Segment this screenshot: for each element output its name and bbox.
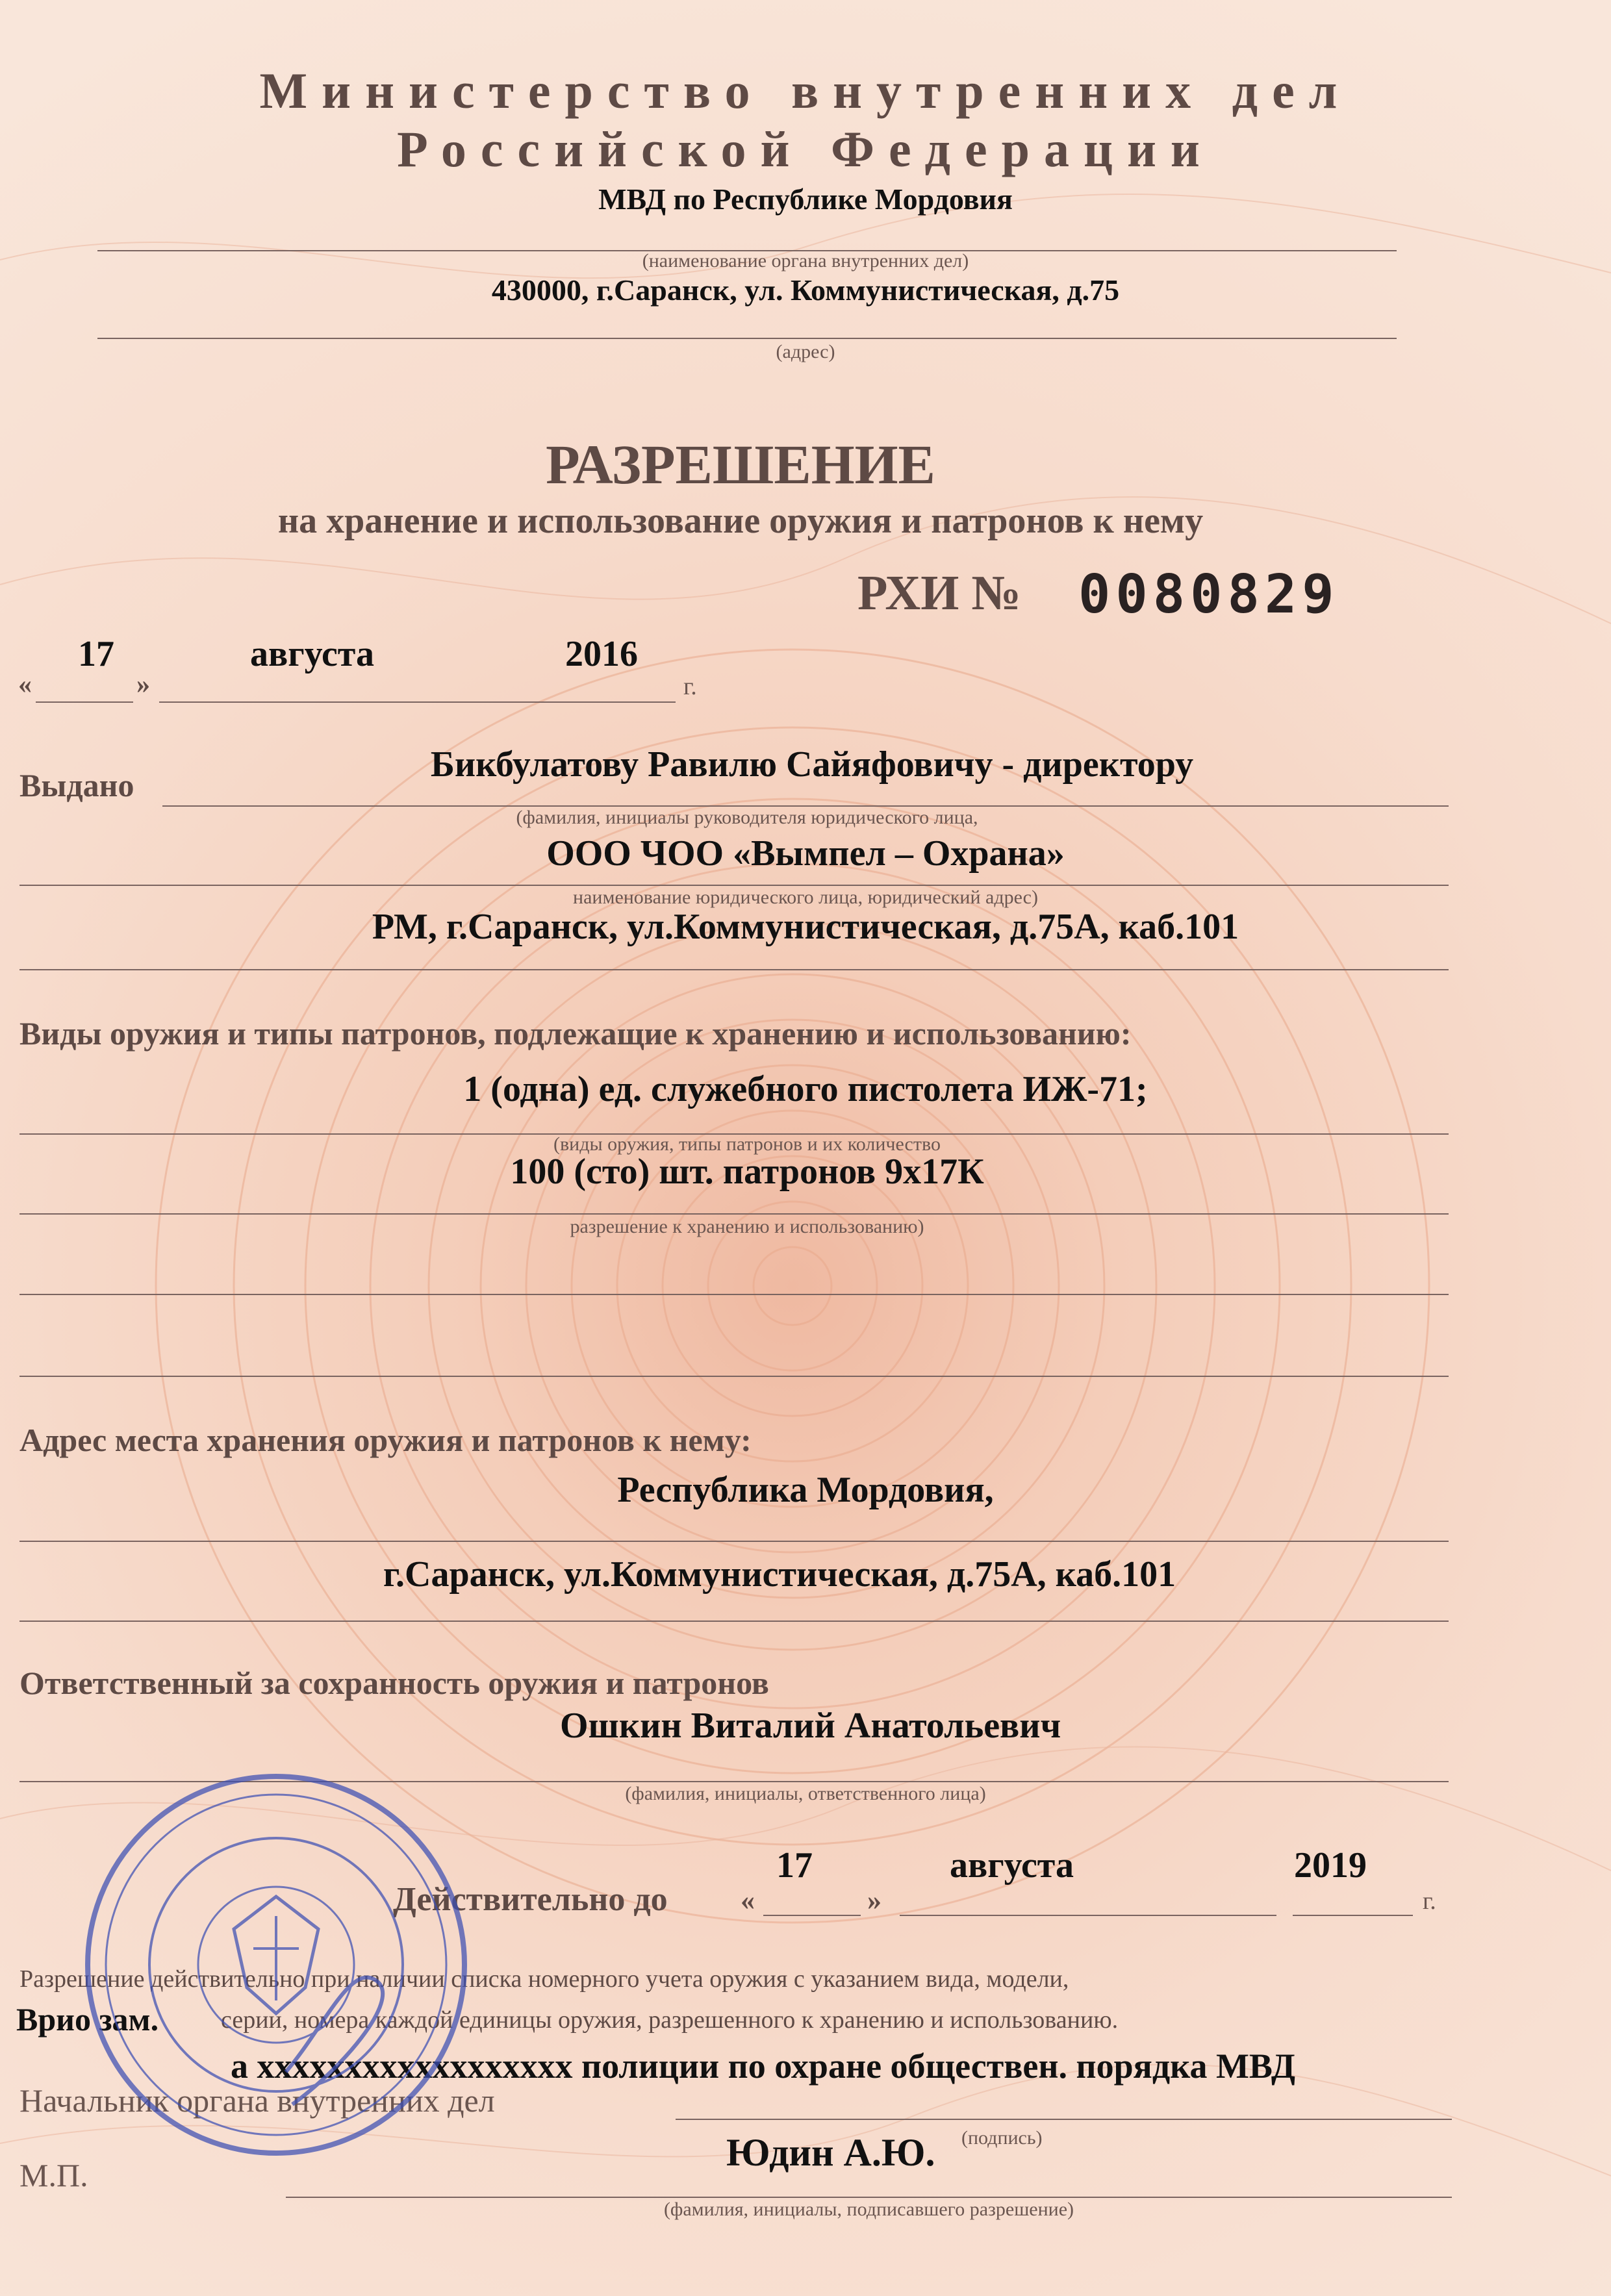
- responsible-name: Ошкин Виталий Анатольевич: [560, 1706, 1061, 1746]
- storage-address-line: [19, 1621, 1449, 1622]
- authority-caption: (наименование органа внутренних дел): [642, 250, 969, 271]
- serial-prefix: РХИ №: [857, 566, 1021, 620]
- document-subtitle: на хранение и использование оружия и патронов к нему: [277, 501, 1204, 541]
- address-caption: (адрес): [776, 341, 835, 362]
- valid-month: августа: [950, 1845, 1074, 1886]
- organization-caption: наименование юридического лица, юридический адрес): [573, 887, 1038, 908]
- weapons-label: Виды оружия и типы патронов, подлежащие к хранению и использованию:: [19, 1015, 1132, 1052]
- valid-day-line: [763, 1915, 861, 1916]
- ministry-line-1: Министерство внутренних дел: [259, 62, 1352, 119]
- authority-name: МВД по Республике Мордовия: [598, 183, 1013, 216]
- issue-month-line: [159, 701, 676, 703]
- authority-address: 430000, г.Саранск, ул. Коммунистическая, д.75: [491, 273, 1120, 307]
- blank-line-2: [19, 1376, 1449, 1377]
- serial-number: 0080829: [1078, 564, 1339, 625]
- storage-address: г.Саранск, ул.Коммунистическая, д.75А, каб.101: [383, 1554, 1176, 1595]
- valid-year-suffix: г.: [1423, 1887, 1436, 1915]
- issue-year: 2016: [565, 634, 638, 674]
- address-line: [97, 338, 1397, 339]
- notice-line-2: серии, номера каждой единицы оружия, разрешенного к хранению и использованию.: [221, 2006, 1119, 2034]
- blank-line-1: [19, 1294, 1449, 1295]
- cartridges-line: [19, 1213, 1449, 1215]
- valid-month-line: [900, 1915, 1276, 1916]
- organization-line: [19, 885, 1449, 886]
- seal-place-label: М.П.: [19, 2157, 88, 2193]
- valid-year: 2019: [1294, 1845, 1367, 1886]
- acting-deputy-label: Врио зам.: [16, 2001, 159, 2037]
- valid-until-label: Действительно до: [393, 1881, 668, 1918]
- weapon-item: 1 (одна) ед. служебного пистолета ИЖ-71;: [463, 1069, 1148, 1109]
- signatory-name: Юдин А.Ю.: [726, 2131, 935, 2174]
- signatory-position: а xxxxxxxxxxxxxxxxxx полиции по охране обществен. порядка МВД: [231, 2047, 1296, 2086]
- issued-to-caption: (фамилия, инициалы руководителя юридического лица,: [516, 807, 978, 828]
- organization-name: ООО ЧОО «Вымпел – Охрана»: [546, 833, 1065, 874]
- valid-day: 17: [776, 1845, 813, 1886]
- storage-region-line: [19, 1541, 1449, 1542]
- org-address-line: [19, 969, 1449, 970]
- valid-quote-open: «: [741, 1884, 755, 1916]
- storage-label: Адрес места хранения оружия и патронов к нему:: [19, 1422, 752, 1458]
- issued-to-label: Выдано: [19, 767, 134, 803]
- ministry-line-2: Российской Федерации: [397, 121, 1214, 177]
- valid-year-line: [1293, 1915, 1413, 1916]
- head-line: [676, 2119, 1452, 2120]
- storage-region: Республика Мордовия,: [617, 1470, 994, 1510]
- responsible-caption: (фамилия, инициалы, ответственного лица): [625, 1783, 986, 1804]
- weapons-caption-2: разрешение к хранению и использованию): [570, 1216, 924, 1237]
- quote-close: »: [136, 670, 150, 700]
- signatory-line: [286, 2197, 1452, 2198]
- issue-day: 17: [78, 634, 114, 674]
- valid-quote-close: »: [867, 1884, 882, 1916]
- issue-year-suffix: г.: [683, 673, 697, 700]
- weapons-caption-1: (виды оружия, типы патронов и их количество: [553, 1133, 941, 1155]
- quote-open: «: [18, 670, 32, 700]
- official-seal-stamp: [78, 1767, 474, 2163]
- issue-day-line: [36, 701, 133, 703]
- authority-head-label: Начальник органа внутренних дел: [19, 2082, 495, 2119]
- notice-line-1: Разрешение действительно при наличии списка номерного учета оружия с указанием вида, модели,: [19, 1965, 1069, 1993]
- cartridges-item: 100 (сто) шт. патронов 9х17К: [510, 1152, 984, 1192]
- organization-address: РМ, г.Саранск, ул.Коммунистическая, д.75А, каб.101: [372, 907, 1239, 947]
- responsible-label: Ответственный за сохранность оружия и патронов: [19, 1665, 769, 1701]
- signatory-caption: (фамилия, инициалы, подписавшего разрешение): [663, 2199, 1074, 2220]
- issued-to-name: Бикбулатову Равилю Сайяфовичу - директору: [430, 744, 1194, 785]
- issue-month: августа: [250, 634, 374, 674]
- signature-caption: (подпись): [961, 2127, 1043, 2149]
- document-title: РАЗРЕШЕНИЕ: [546, 433, 935, 496]
